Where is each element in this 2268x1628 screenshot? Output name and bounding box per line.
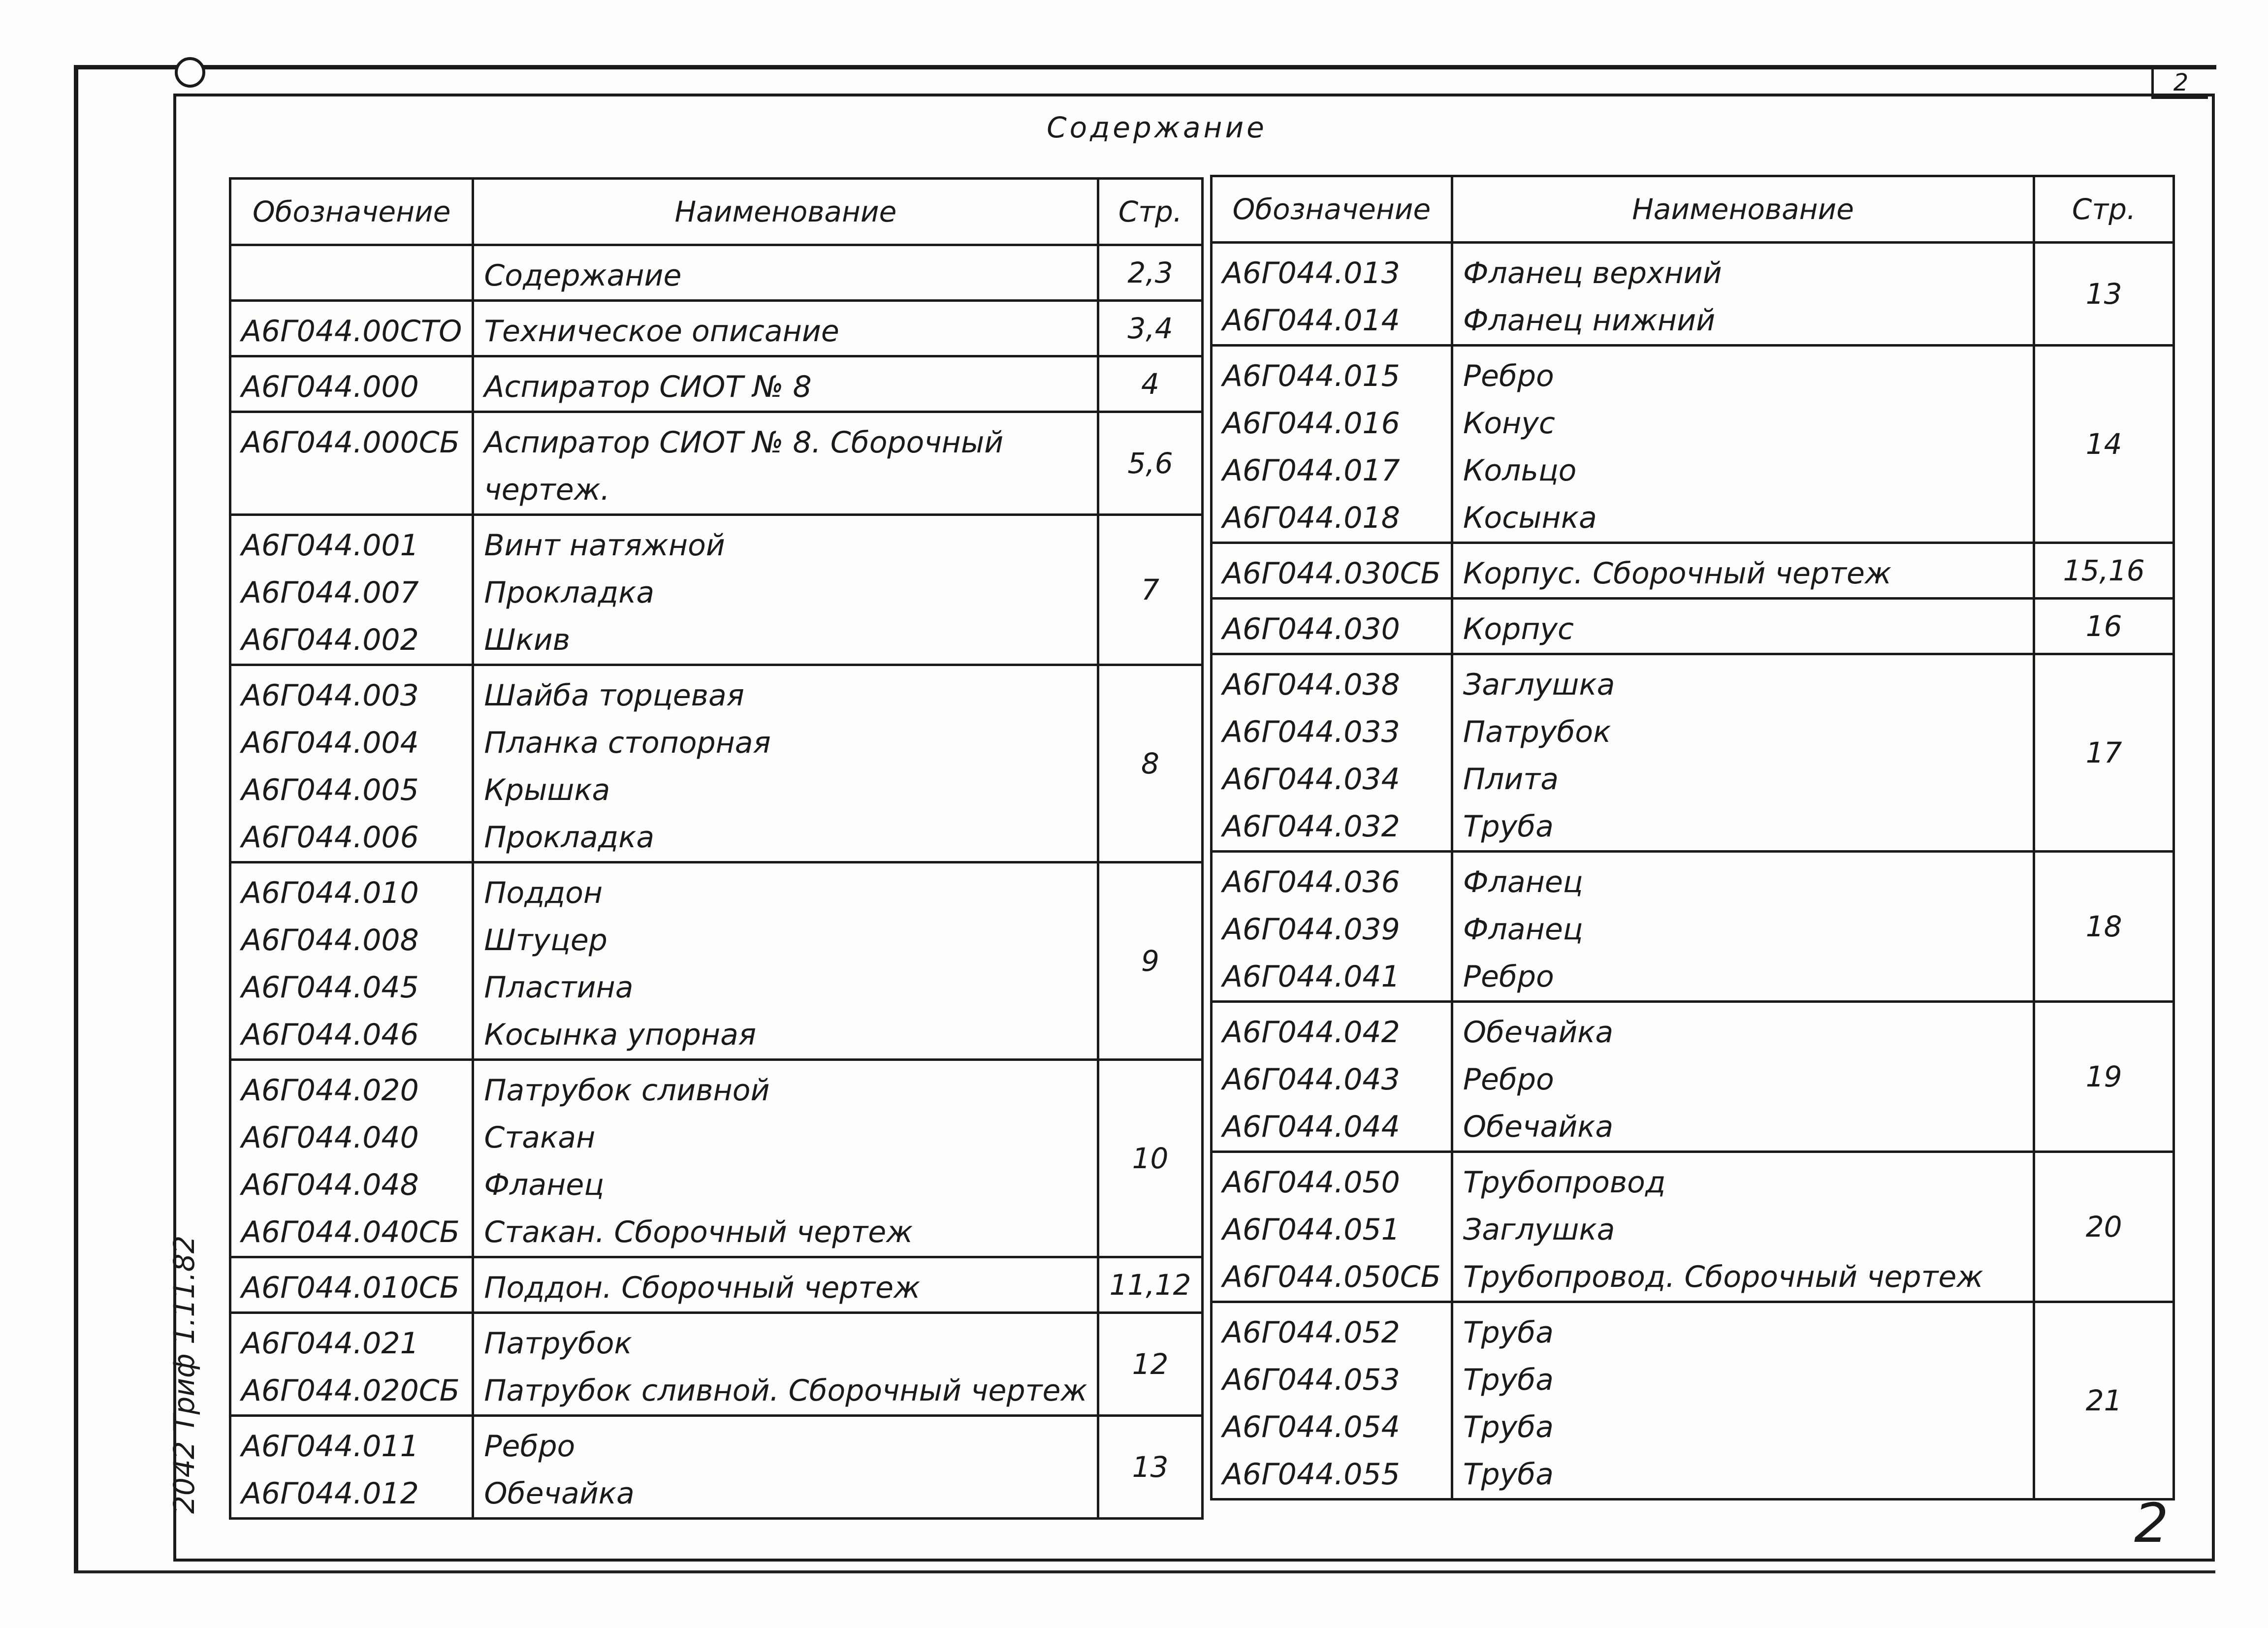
item-name: Труба — [1463, 1410, 1554, 1444]
item-name: Стакан. Сборочный чертеж — [484, 1215, 913, 1249]
item-name: Кольцо — [1463, 453, 1577, 488]
table-row — [1212, 654, 2174, 852]
designation-code: А6Г044.042 — [1222, 1015, 1400, 1050]
item-name: Труба — [1463, 809, 1554, 844]
item-name: Ребро — [1463, 1062, 1554, 1097]
table-row — [1212, 1152, 2174, 1302]
name-cell — [473, 245, 1098, 301]
name-cell — [473, 515, 1098, 665]
column-header-name: Наименование — [473, 179, 1098, 245]
designation-code: А6Г044.003 — [241, 678, 419, 713]
name-cell — [473, 412, 1098, 515]
designation-code: А6Г044.020 — [241, 1073, 419, 1108]
table-row — [230, 412, 1203, 515]
table-row — [1212, 243, 2174, 346]
item-name: Аспиратор СИОТ № 8. Сборочный — [484, 425, 1004, 460]
contents-table-right — [1210, 175, 2175, 1500]
designation-cell — [230, 412, 473, 515]
column-header-page: Стр. — [1098, 179, 1202, 245]
table-row — [230, 301, 1203, 356]
item-name: Поддон. Сборочный чертеж — [484, 1271, 921, 1305]
name-cell — [473, 665, 1098, 862]
designation-cell — [230, 1060, 473, 1257]
sheet-number: 2 — [2151, 69, 2208, 99]
designation-code: А6Г044.039 — [1222, 912, 1400, 947]
designation-code: А6Г044.030 — [1222, 612, 1400, 646]
designation-code: А6Г044.017 — [1222, 453, 1400, 488]
item-name: Прокладка — [484, 575, 655, 610]
name-cell — [1452, 1152, 2034, 1302]
designation-cell — [230, 1257, 473, 1313]
name-cell — [1452, 1002, 2034, 1152]
item-name: Ребро — [1463, 359, 1554, 393]
page-number: 13 — [2034, 243, 2174, 346]
designation-code: А6Г044.012 — [241, 1476, 419, 1511]
item-name: Конус — [1463, 406, 1555, 441]
item-name: Шкив — [484, 623, 571, 657]
item-name: Плита — [1463, 762, 1559, 797]
designation-cell — [1212, 543, 1452, 599]
item-name: Аспиратор СИОТ № 8 — [484, 370, 812, 404]
page-number: 15,16 — [2034, 543, 2174, 599]
designation-code: А6Г044.001 — [241, 528, 419, 563]
column-header-name: Наименование — [1452, 176, 2034, 243]
item-name: Трубопровод — [1463, 1165, 1666, 1200]
archive-side-note: 2042 Триф 1.11.82 — [167, 1235, 201, 1514]
item-name: Корпус — [1463, 612, 1574, 646]
designation-cell — [1212, 852, 1452, 1002]
page-number: 17 — [2034, 654, 2174, 852]
name-cell — [1452, 543, 2034, 599]
page-number: 19 — [2034, 1002, 2174, 1152]
designation-code: А6Г044.040 — [241, 1120, 419, 1155]
designation-code: А6Г044.014 — [1222, 303, 1400, 338]
designation-code: А6Г044.041 — [1222, 959, 1400, 994]
designation-code: А6Г044.010СБ — [241, 1271, 460, 1305]
table-row — [1212, 543, 2174, 599]
designation-code: А6Г044.004 — [241, 726, 419, 760]
item-name: Техническое описание — [484, 314, 839, 349]
item-name: Фланец нижний — [1463, 303, 1716, 338]
name-cell — [473, 1060, 1098, 1257]
item-name: Патрубок — [484, 1326, 632, 1361]
item-name: Патрубок сливной — [484, 1073, 770, 1108]
page-number: 21 — [2034, 1302, 2174, 1500]
designation-cell — [1212, 1302, 1452, 1500]
table-row — [1212, 599, 2174, 654]
item-name: Трубопровод. Сборочный чертеж — [1463, 1260, 1983, 1294]
name-cell — [473, 356, 1098, 412]
designation-code: А6Г044.048 — [241, 1168, 419, 1202]
item-name: Корпус. Сборочный чертеж — [1463, 556, 1891, 591]
item-name: Обечайка — [1463, 1110, 1614, 1144]
designation-code: А6Г044.054 — [1222, 1410, 1400, 1444]
item-name: Ребро — [484, 1429, 575, 1464]
designation-cell — [1212, 243, 1452, 346]
page-number: 7 — [1098, 515, 1202, 665]
designation-cell — [230, 301, 473, 356]
binder-hole-icon — [175, 57, 205, 88]
designation-code: А6Г044.051 — [1222, 1213, 1400, 1247]
designation-code: А6Г044.005 — [241, 773, 419, 807]
designation-code: А6Г044.032 — [1222, 809, 1400, 844]
item-name: Ребро — [1463, 959, 1554, 994]
designation-code: А6Г044.010 — [241, 876, 419, 910]
page-number: 4 — [1098, 356, 1202, 412]
item-name: Труба — [1463, 1315, 1554, 1350]
frame-bottom-line — [74, 1570, 2215, 1573]
designation-cell — [230, 1416, 473, 1519]
page-number: 5,6 — [1098, 412, 1202, 515]
column-header-designation: Обозначение — [230, 179, 473, 245]
name-cell — [473, 1313, 1098, 1416]
name-cell — [473, 862, 1098, 1060]
designation-cell — [230, 1313, 473, 1416]
designation-code: А6Г044.008 — [241, 923, 419, 958]
name-cell — [473, 301, 1098, 356]
designation-code: А6Г044.036 — [1222, 865, 1400, 899]
designation-code: А6Г044.013 — [1222, 256, 1400, 290]
item-name: Косынка упорная — [484, 1018, 756, 1052]
column-header-page: Стр. — [2034, 176, 2174, 243]
page-number: 9 — [1098, 862, 1202, 1060]
item-name: Прокладка — [484, 820, 655, 855]
name-cell — [1452, 852, 2034, 1002]
table-row — [1212, 1302, 2174, 1500]
name-cell — [473, 1416, 1098, 1519]
designation-cell — [1212, 1152, 1452, 1302]
item-name: Планка стопорная — [484, 726, 771, 760]
table-row — [230, 1416, 1203, 1519]
item-name: Заглушка — [1463, 1213, 1615, 1247]
designation-code: А6Г044.052 — [1222, 1315, 1400, 1350]
contents-table-left — [229, 177, 1204, 1520]
table-row — [230, 862, 1203, 1060]
table-row — [230, 356, 1203, 412]
page-number: 2,3 — [1098, 245, 1202, 301]
designation-code: А6Г044.055 — [1222, 1457, 1400, 1492]
item-name: Штуцер — [484, 923, 607, 958]
page-number: 13 — [1098, 1416, 1202, 1519]
designation-cell — [1212, 599, 1452, 654]
page-number: 3,4 — [1098, 301, 1202, 356]
designation-code: А6Г044.000СБ — [241, 425, 460, 460]
designation-cell — [230, 515, 473, 665]
designation-code: А6Г044.038 — [1222, 668, 1400, 702]
designation-code: А6Г044.016 — [1222, 406, 1400, 441]
item-name: Труба — [1463, 1457, 1554, 1492]
table-row — [230, 245, 1203, 301]
item-name: Содержание — [484, 258, 682, 293]
item-name: Фланец — [484, 1168, 605, 1202]
designation-code: А6Г044.044 — [1222, 1110, 1400, 1144]
table-row — [230, 515, 1203, 665]
item-name: Стакан — [484, 1120, 596, 1155]
designation-code: А6Г044.050 — [1222, 1165, 1400, 1200]
designation-cell — [1212, 654, 1452, 852]
name-cell — [473, 1257, 1098, 1313]
designation-code: А6Г044.030СБ — [1222, 556, 1441, 591]
item-name: Пластина — [484, 970, 634, 1005]
item-name: Патрубок — [1463, 715, 1611, 749]
designation-cell — [230, 665, 473, 862]
designation-code: А6Г044.043 — [1222, 1062, 1400, 1097]
name-cell — [1452, 654, 2034, 852]
designation-code: А6Г044.053 — [1222, 1363, 1400, 1397]
page-number: 20 — [2034, 1152, 2174, 1302]
page-number: 10 — [1098, 1060, 1202, 1257]
page-number: 16 — [2034, 599, 2174, 654]
designation-code: А6Г044.00СТО — [241, 314, 462, 349]
table-row — [1212, 852, 2174, 1002]
designation-code: А6Г044.015 — [1222, 359, 1400, 393]
designation-code: А6Г044.050СБ — [1222, 1260, 1441, 1294]
page-number: 11,12 — [1098, 1257, 1202, 1313]
item-name: чертеж. — [484, 473, 610, 507]
designation-cell — [230, 356, 473, 412]
item-name: Фланец — [1463, 865, 1583, 899]
table-row — [1212, 1002, 2174, 1152]
designation-code: А6Г044.002 — [241, 623, 419, 657]
item-name: Шайба торцевая — [484, 678, 744, 713]
item-name: Труба — [1463, 1363, 1554, 1397]
designation-code: А6Г044.021 — [241, 1326, 419, 1361]
designation-code: А6Г044.040СБ — [241, 1215, 460, 1249]
page-number: 12 — [1098, 1313, 1202, 1416]
document-title: Содержание — [1047, 111, 1267, 144]
corner-mark: 2 — [2134, 1492, 2169, 1555]
name-cell — [1452, 599, 2034, 654]
page-number: 14 — [2034, 346, 2174, 543]
item-name: Фланец верхний — [1463, 256, 1722, 290]
table-row — [1212, 346, 2174, 543]
item-name: Обечайка — [484, 1476, 635, 1511]
name-cell — [1452, 1302, 2034, 1500]
table-row — [230, 1060, 1203, 1257]
designation-code: А6Г044.020СБ — [241, 1373, 460, 1408]
designation-code: А6Г044.000 — [241, 370, 419, 404]
designation-code: А6Г044.007 — [241, 575, 419, 610]
designation-code: А6Г044.045 — [241, 970, 419, 1005]
item-name: Фланец — [1463, 912, 1583, 947]
page-number: 18 — [2034, 852, 2174, 1002]
item-name: Поддон — [484, 876, 603, 910]
item-name: Обечайка — [1463, 1015, 1614, 1050]
table-row — [230, 1257, 1203, 1313]
designation-code: А6Г044.018 — [1222, 501, 1400, 535]
item-name: Патрубок сливной. Сборочный чертеж — [484, 1373, 1087, 1408]
designation-cell — [230, 245, 473, 301]
item-name: Косынка — [1463, 501, 1597, 535]
item-name: Винт натяжной — [484, 528, 725, 563]
designation-code: А6Г044.033 — [1222, 715, 1400, 749]
item-name: Крышка — [484, 773, 610, 807]
designation-cell — [1212, 346, 1452, 543]
designation-cell — [230, 862, 473, 1060]
page-number: 8 — [1098, 665, 1202, 862]
designation-code: А6Г044.011 — [241, 1429, 419, 1464]
designation-code: А6Г044.034 — [1222, 762, 1400, 797]
name-cell — [1452, 346, 2034, 543]
designation-code: А6Г044.046 — [241, 1018, 419, 1052]
designation-cell — [1212, 1002, 1452, 1152]
table-row — [230, 665, 1203, 862]
designation-code: А6Г044.006 — [241, 820, 419, 855]
table-row — [230, 1313, 1203, 1416]
column-header-designation: Обозначение — [1212, 176, 1452, 243]
name-cell — [1452, 243, 2034, 346]
item-name: Заглушка — [1463, 668, 1615, 702]
